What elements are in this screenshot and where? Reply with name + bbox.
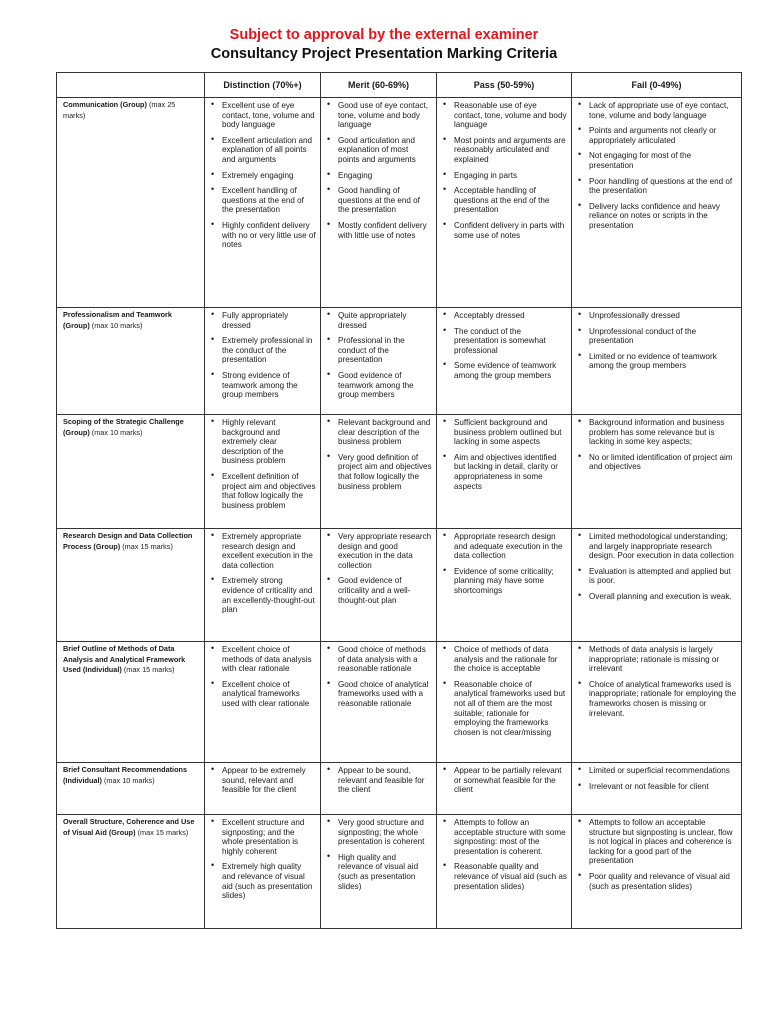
bullet-item: • Not engaging for most of the presentation (575, 151, 737, 170)
column-header-criterion (57, 73, 205, 98)
bullet-item: • Good articulation and explanation of most points and arguments (324, 136, 432, 165)
criterion-name: Professionalism and Teamwork (Group) (63, 310, 172, 330)
criterion-marks: (max 10 marks) (103, 775, 155, 785)
pass-cell (437, 415, 572, 529)
bullet-list (437, 642, 571, 737)
bullet-item: • Some evidence of teamwork among the group members (440, 361, 567, 380)
bullet-item: • Limited or superficial recommendations (575, 766, 737, 776)
fail-cell (572, 308, 742, 415)
column-header-merit: Merit (60-69%) (321, 73, 437, 98)
criterion-marks: (max 10 marks) (91, 320, 143, 330)
bullet-list (205, 308, 320, 400)
bullet-list (205, 415, 320, 510)
pass-cell (437, 642, 572, 763)
criterion-name: Scoping of the Strategic Challenge (Group) (63, 417, 184, 437)
bullet-item: • Poor quality and relevance of visual aid (such as presentation slides) (575, 872, 737, 891)
pass-cell (437, 308, 572, 415)
bullet-list (205, 642, 320, 709)
bullet-item: • Highly relevant background and extremely clear description of the business problem (208, 418, 316, 466)
bullet-item: • Lack of appropriate use of eye contact, tone, volume and body language (575, 101, 737, 120)
bullet-item: • Excellent choice of methods of data analysis with clear rationale (208, 645, 316, 674)
criterion-name: Brief Outline of Methods of Data Analysis and Analytical Framework Used (Individual) (63, 644, 186, 674)
bullet-item: • Evidence of some criticality; planning may have some shortcomings (440, 567, 567, 596)
bullet-list (205, 529, 320, 615)
merit-cell (321, 642, 437, 763)
table-row (57, 529, 742, 642)
bullet-item: • Good choice of analytical frameworks used with a reasonable rationale (324, 680, 432, 709)
bullet-item: • Poor handling of questions at the end of the presentation (575, 177, 737, 196)
table-row (57, 308, 742, 415)
criterion-cell (57, 308, 205, 415)
bullet-item: • Excellent definition of project aim and objectives that follow logically the business problem (208, 472, 316, 510)
bullet-list (321, 415, 436, 491)
distinction-cell (205, 763, 321, 815)
bullet-item: • Aim and objectives identified but lacking in detail, clarity or appropriateness in some aspects (440, 453, 567, 491)
distinction-cell (205, 815, 321, 929)
criterion-name: Communication (Group) (63, 100, 147, 109)
bullet-item: • Delivery lacks confidence and heavy reliance on notes or scripts in the presentation (575, 202, 737, 231)
bullet-item: • Mostly confident delivery with little use of notes (324, 221, 432, 240)
distinction-cell (205, 308, 321, 415)
merit-cell (321, 815, 437, 929)
bullet-item: • Excellent articulation and explanation of all points and arguments (208, 136, 316, 165)
column-header-pass: Pass (50-59%) (437, 73, 572, 98)
bullet-item: • Limited methodological understanding; and largely inappropriate research design. Poor execution in data collection (575, 532, 737, 561)
criterion-name: Brief Consultant Recommendations (Individual) (63, 765, 188, 785)
bullet-item: • Extremely appropriate research design and excellent execution in the data collection (208, 532, 316, 570)
bullet-item: • Reasonable quality and relevance of visual aid (such as presentation slides) (440, 862, 567, 891)
criterion-marks: (max 15 marks) (122, 541, 173, 551)
bullet-item: • Attempts to follow an acceptable structure but signposting is unclear, flow is not logical in places and coherence is lacking for a good part of the presentation (575, 818, 737, 866)
bullet-item: • Evaluation is attempted and applied but is poor. (575, 567, 737, 586)
bullet-item: • Extremely high quality and relevance of visual aid (such as presentation slides) (208, 862, 316, 900)
table-row (57, 98, 742, 308)
bullet-item: • Appear to be partially relevant or somewhat feasible for the client (440, 766, 567, 795)
bullet-list (321, 763, 436, 795)
distinction-cell (205, 98, 321, 308)
bullet-list (572, 763, 741, 791)
bullet-item: • Overall planning and execution is weak. (575, 592, 737, 602)
header-row (57, 73, 742, 98)
bullet-item: • Strong evidence of teamwork among the group members (208, 371, 316, 400)
bullet-item: • Excellent structure and signposting; and the whole presentation is highly coherent (208, 818, 316, 856)
approval-notice: Subject to approval by the external examiner (229, 27, 539, 43)
table-row (57, 815, 742, 929)
criterion-cell (57, 815, 205, 929)
criterion-cell (57, 642, 205, 763)
merit-cell (321, 415, 437, 529)
bullet-item: • Background information and business problem has some relevance but is lacking in some key aspects; (575, 418, 737, 447)
bullet-item: • Acceptably dressed (440, 311, 567, 321)
bullet-item: • High quality and relevance of visual aid (such as presentation slides) (324, 853, 432, 891)
bullet-item: • Very appropriate research design and good execution in the data collection (324, 532, 432, 570)
page-title: Consultancy Project Presentation Marking Criteria (210, 46, 558, 62)
bullet-item: • Professional in the conduct of the presentation (324, 336, 432, 365)
bullet-item: • Points and arguments not clearly or appropriately articulated (575, 126, 737, 145)
fail-cell (572, 763, 742, 815)
bullet-item: • Most points and arguments are reasonably articulated and explained (440, 136, 567, 165)
criterion-cell (57, 415, 205, 529)
bullet-list (572, 98, 741, 231)
bullet-item: • Appropriate research design and adequate execution in the data collection (440, 532, 567, 561)
pass-cell (437, 98, 572, 308)
bullet-list (572, 642, 741, 718)
bullet-item: • Fully appropriately dressed (208, 311, 316, 330)
bullet-list (205, 98, 320, 250)
bullet-item: • Extremely strong evidence of criticality and an excellently-thought-out plan (208, 576, 316, 614)
bullet-item: • Engaging (324, 171, 432, 181)
bullet-list (321, 642, 436, 709)
bullet-list (437, 763, 571, 795)
fail-cell (572, 529, 742, 642)
column-header-distinction: Distinction (70%+) (205, 73, 321, 98)
criterion-name: Overall Structure, Coherence and Use of Visual Aid (Group) (63, 817, 195, 837)
criterion-marks: (max 15 marks) (123, 665, 175, 674)
bullet-item: • Very good definition of project aim and objectives that follow logically the business problem (324, 453, 432, 491)
bullet-list (321, 308, 436, 400)
table-row (57, 415, 742, 529)
bullet-list (572, 815, 741, 891)
bullet-item: • Extremely engaging (208, 171, 316, 181)
criterion-marks: (max 25 marks) (63, 100, 176, 120)
bullet-item: • Unprofessionally dressed (575, 311, 737, 321)
bullet-item: • Excellent use of eye contact, tone, volume and body language (208, 101, 316, 130)
bullet-item: • Good evidence of criticality and a well-thought-out plan (324, 576, 432, 605)
bullet-item: • Attempts to follow an acceptable structure with some signposting: most of the presentation is coherent. (440, 818, 567, 856)
pass-cell (437, 529, 572, 642)
bullet-list (437, 415, 571, 491)
bullet-item: • Very good structure and signposting; the whole presentation is coherent (324, 818, 432, 847)
merit-cell (321, 98, 437, 308)
bullet-list (572, 529, 741, 602)
pass-cell (437, 763, 572, 815)
bullet-item: • Good evidence of teamwork among the group members (324, 371, 432, 400)
fail-cell (572, 98, 742, 308)
bullet-list (321, 815, 436, 891)
merit-cell (321, 763, 437, 815)
bullet-item: • Reasonable use of eye contact, tone, volume and body language (440, 101, 567, 130)
bullet-item: • Quite appropriately dressed (324, 311, 432, 330)
marking-criteria-table (56, 72, 742, 929)
distinction-cell (205, 415, 321, 529)
bullet-list (437, 98, 571, 240)
bullet-item: • Good handling of questions at the end of the presentation (324, 186, 432, 215)
bullet-item: • Highly confident delivery with no or very little use of notes (208, 221, 316, 250)
bullet-item: • Choice of analytical frameworks used is inappropriate; rationale for employing the frameworks chosen is missing or irrelevant. (575, 680, 737, 718)
criterion-name: Research Design and Data Collection Process (Group) (63, 531, 193, 551)
fail-cell (572, 815, 742, 929)
bullet-item: • Good choice of methods of data analysis with a reasonable rationale (324, 645, 432, 674)
bullet-item: • Appear to be sound, relevant and feasible for the client (324, 766, 432, 795)
distinction-cell (205, 529, 321, 642)
criterion-marks: (max 15 marks) (137, 827, 189, 837)
fail-cell (572, 415, 742, 529)
fail-cell (572, 642, 742, 763)
bullet-item: • Irrelevant or not feasible for client (575, 782, 737, 792)
bullet-item: • Sufficient background and business problem outlined but lacking in some aspects (440, 418, 567, 447)
bullet-item: • Good use of eye contact, tone, volume and body language (324, 101, 432, 130)
bullet-list (572, 415, 741, 472)
bullet-list (437, 529, 571, 596)
distinction-cell (205, 642, 321, 763)
bullet-item: • Engaging in parts (440, 171, 567, 181)
bullet-item: • Appear to be extremely sound, relevant and feasible for the client (208, 766, 316, 795)
criterion-cell (57, 763, 205, 815)
bullet-item: • Unprofessional conduct of the presentation (575, 327, 737, 346)
bullet-item: • Acceptable handling of questions at the end of the presentation (440, 186, 567, 215)
bullet-list (321, 529, 436, 605)
bullet-item: • Confident delivery in parts with some use of notes (440, 221, 567, 240)
bullet-item: • Excellent choice of analytical frameworks used with clear rationale (208, 680, 316, 709)
bullet-item: • Methods of data analysis is largely inappropriate; rationale is missing or irrelevant (575, 645, 737, 674)
bullet-item: • Extremely professional in the conduct of the presentation (208, 336, 316, 365)
merit-cell (321, 529, 437, 642)
criterion-cell (57, 98, 205, 308)
bullet-item: • Choice of methods of data analysis and the rationale for the choice is acceptable (440, 645, 567, 674)
pass-cell (437, 815, 572, 929)
merit-cell (321, 308, 437, 415)
bullet-list (205, 815, 320, 901)
bullet-list (205, 763, 320, 795)
column-header-fail: Fail (0-49%) (572, 73, 742, 98)
bullet-item: • The conduct of the presentation is somewhat professional (440, 327, 567, 356)
criterion-marks: (max 10 marks) (91, 427, 143, 437)
table-row (57, 763, 742, 815)
bullet-item: • Reasonable choice of analytical frameworks used but not all of them are the most suitable; rationale for employing the frameworks chosen is not clear/missing (440, 680, 567, 738)
bullet-item: • Relevant background and clear description of the business problem (324, 418, 432, 447)
bullet-item: • Limited or no evidence of teamwork among the group members (575, 352, 737, 371)
bullet-list (437, 308, 571, 381)
bullet-list (321, 98, 436, 240)
bullet-list (437, 815, 571, 891)
table-row (57, 642, 742, 763)
bullet-list (572, 308, 741, 371)
bullet-item: • Excellent handling of questions at the end of the presentation (208, 186, 316, 215)
bullet-item: • No or limited identification of project aim and objectives (575, 453, 737, 472)
criterion-cell (57, 529, 205, 642)
